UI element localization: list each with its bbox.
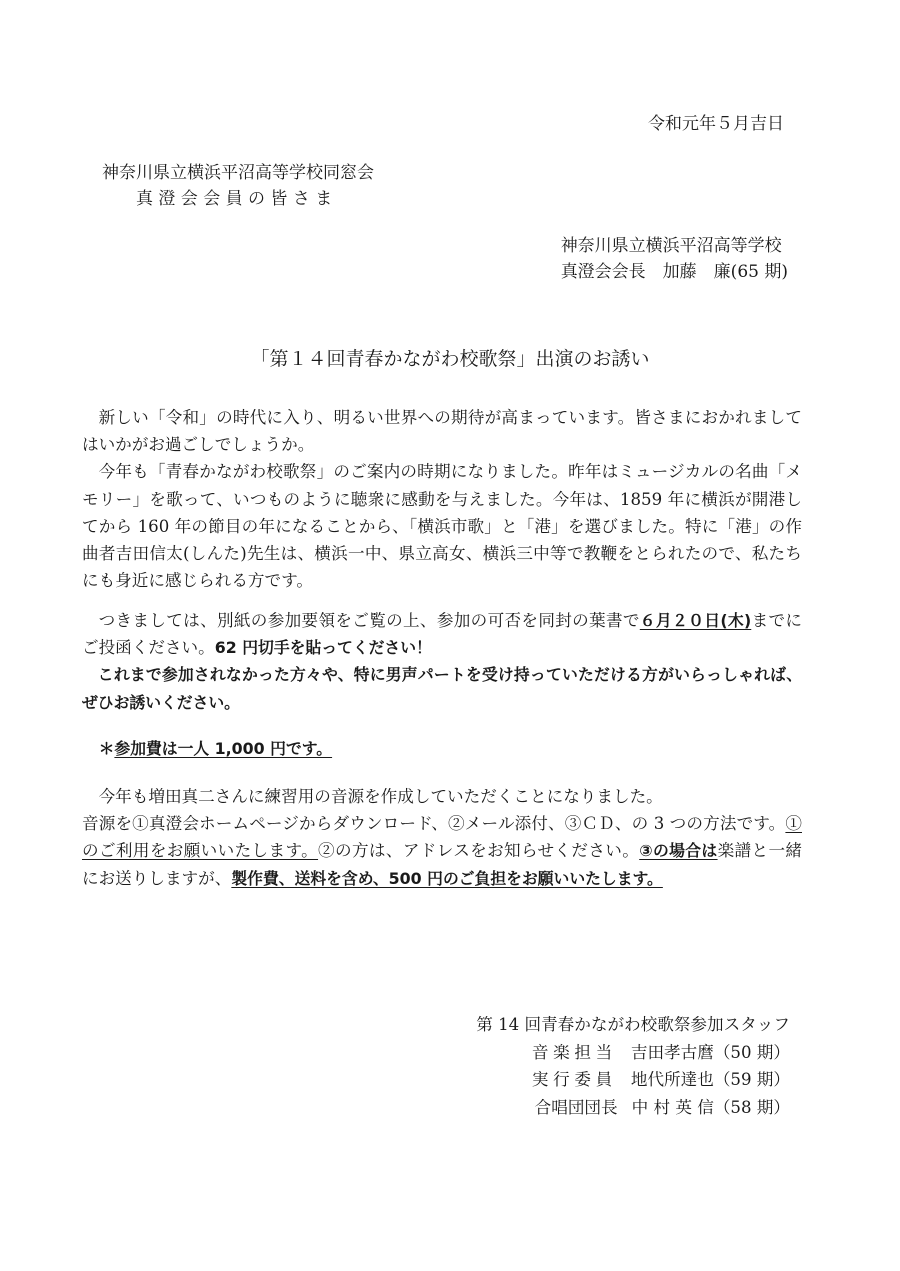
sender-president: 真澄会会長 加藤 廉(65 期) xyxy=(560,262,788,282)
reply-text: つきましては、別紙の参加要領をご覧の上、参加の可否を同封の葉書で xyxy=(98,611,640,630)
addressee-organization: 神奈川県立横浜平沼高等学校同窓会 xyxy=(102,163,374,183)
fee-text: 参加費は一人 1,000 円です。 xyxy=(114,739,333,758)
staff-role: 合唱団団長 xyxy=(534,1097,618,1117)
staff-role: 音楽担当 xyxy=(531,1042,617,1062)
reply-post-text: までにご投函ください。 xyxy=(82,611,802,658)
paragraph-greeting: 新しい「令和」の時代に入り、明るい世界への期待が高まっています。皆さまにおかれましてはいかがお過ごしでしょうか。 xyxy=(82,408,802,455)
staff-block xyxy=(476,1011,790,1121)
fee-notice xyxy=(82,735,819,762)
body-request xyxy=(82,607,802,716)
staff-heading: 第 14 回青春かながわ校歌祭参加スタッフ xyxy=(476,1015,790,1034)
body-audio xyxy=(82,783,802,892)
sender-school: 神奈川県立横浜平沼高等学校 xyxy=(560,236,782,256)
paragraph-invite: これまで参加されなかった方々や、特に男声パートを受け持っていただける方がいらっしゃれば、ぜひお誘いください。 xyxy=(82,665,802,712)
fee-prefix: ＊ xyxy=(98,739,115,758)
audio-methods-text: 音源を①真澄会ホームページからダウンロード、②メール添付、③ＣＤ、の 3 つの方法です。 xyxy=(82,814,786,834)
addressee-members: 真 澄 会 会 員 の 皆 さ ま xyxy=(136,189,333,209)
paragraph-festival: 今年も「青春かながわ校歌祭」のご案内の時期になりました。昨年はミュージカルの名曲「メモリー」を歌って、いつものように聴衆に感動を与えました。今年は、1859 年に横浜が開港してから 160 年の節目の年になることから、「横浜市歌」と「港」を選びました。特に「港」の作曲者吉田信太(しんた)先生は、横浜一中、県立高女、横浜三中等で教鞭をとられたので、私たちにも身近に感じられる方です。 xyxy=(82,462,802,591)
paragraph-audio-methods xyxy=(82,810,802,892)
audio-method-1-note: ①のご利用をお願いいたします。 xyxy=(82,814,802,861)
audio-method-2-note: ②の方は、アドレスをお知らせください。 xyxy=(318,841,640,861)
reply-deadline: ６月２０日(木) xyxy=(639,611,752,630)
staff-member xyxy=(476,1094,790,1122)
paragraph-reply xyxy=(82,607,802,661)
paragraph-audio-intro: 今年も増田真二さんに練習用の音源を作成していただくことになりました。 xyxy=(98,787,663,806)
staff-name: 中 村 英 信（58 期） xyxy=(631,1097,790,1117)
staff-name: 吉田孝古麿（50 期） xyxy=(630,1042,790,1062)
staff-name: 地代所達也（59 期） xyxy=(630,1070,790,1089)
staff-role: 実行委員 xyxy=(531,1070,617,1089)
staff-member xyxy=(476,1066,790,1094)
addressee-block xyxy=(102,160,374,212)
audio-method-3-text: 楽譜と一緒にお送りしますが、 xyxy=(82,841,802,888)
body-intro xyxy=(82,404,802,594)
audio-method-3-label: ③の場合は xyxy=(639,841,718,861)
stamp-notice: 62 円切手を貼ってください！ xyxy=(214,638,432,658)
sender-block xyxy=(561,233,788,285)
staff-member xyxy=(476,1039,790,1067)
audio-fee-note: 製作費、送料を含め、500 円のご負担をお願いいたします。 xyxy=(231,868,663,888)
letter-date: 令和元年５月吉日 xyxy=(648,114,784,134)
letter-title: 「第１４回青春かながわ校歌祭」出演のお誘い xyxy=(250,348,650,370)
